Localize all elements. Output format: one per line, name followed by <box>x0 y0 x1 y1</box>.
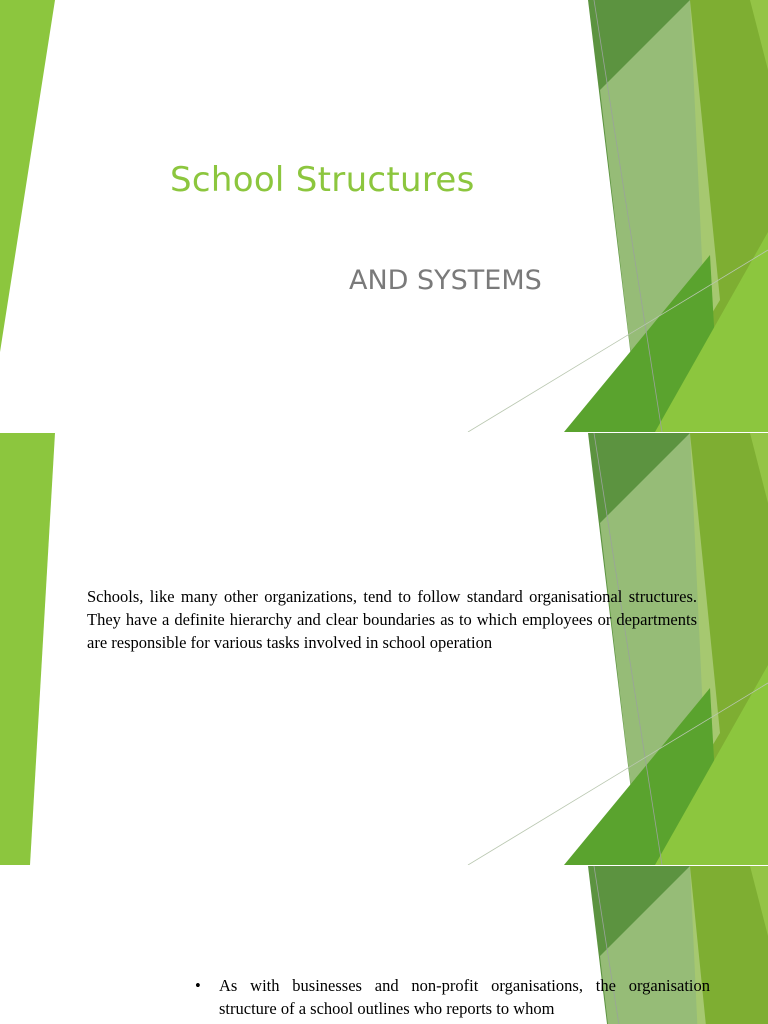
bullet-item-text: As with businesses and non-profit organisations, the organisation structure of a school outlines who reports to whom <box>219 976 710 1018</box>
left-green-sliver <box>0 0 55 352</box>
green-triangle-decoration <box>0 0 768 432</box>
slide-intro <box>0 433 768 865</box>
bullet-icon: • <box>195 976 201 995</box>
slide-structure <box>0 866 768 1024</box>
bullet-item <box>195 974 710 1020</box>
bullet-list <box>195 974 710 1020</box>
slide-title-text: School Structures <box>170 160 475 200</box>
slide-body-paragraph: Schools, like many other organizations, tend to follow standard organisational structures. They have a definite hierarchy and clear boundaries as to which employees or departments are responsible for various tasks involved in school operation <box>87 587 697 652</box>
left-green-sliver <box>0 433 55 865</box>
slide-subtitle-text: AND SYSTEMS <box>349 265 542 296</box>
slide-title <box>0 0 768 432</box>
